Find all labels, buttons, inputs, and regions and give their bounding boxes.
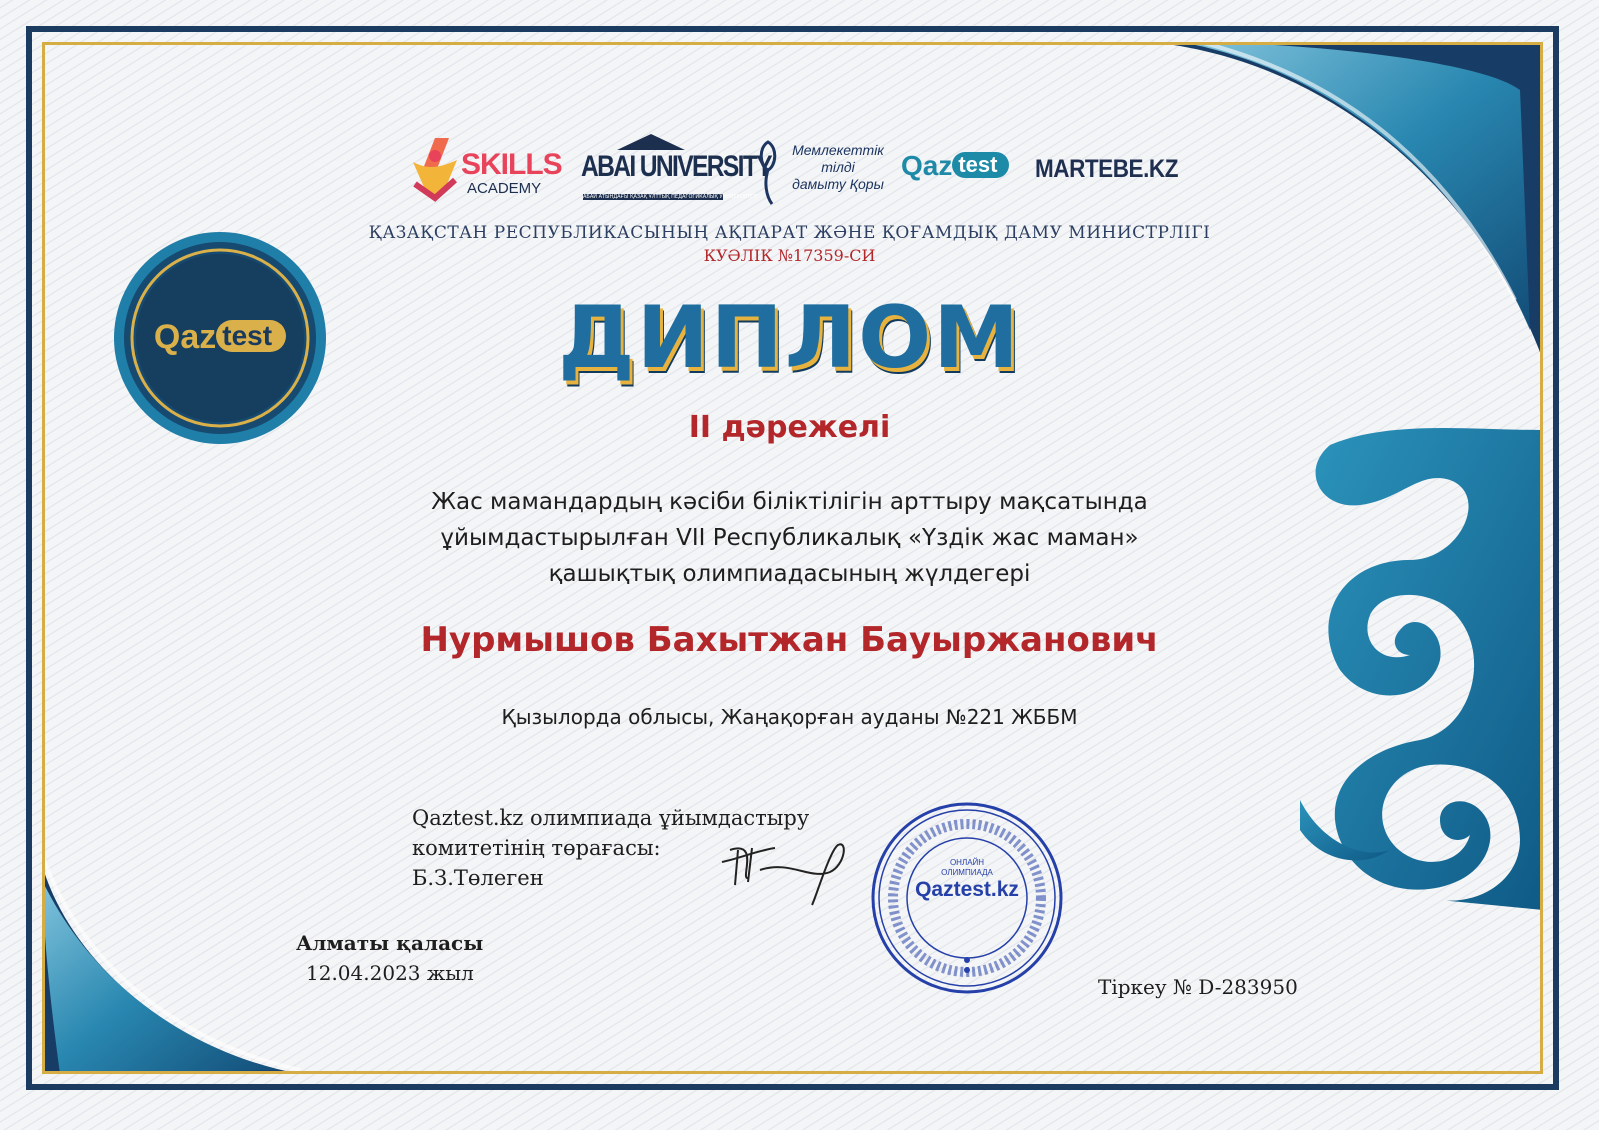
martebe-logo: MARTEBE.KZ xyxy=(1035,155,1179,183)
abai-building-icon xyxy=(577,132,725,152)
badge-text-b: test xyxy=(216,320,286,352)
abai-university-logo xyxy=(577,132,771,208)
qaztest-logo xyxy=(901,150,1021,190)
signatory-block xyxy=(412,803,809,893)
degree-label: II дәрежелі xyxy=(688,410,891,445)
recipient-school: Қызылорда облысы, Жаңақорған ауданы №221 ЖББМ xyxy=(501,705,1078,729)
stamp-big: Qaztest.kz xyxy=(915,878,1019,901)
fund-text xyxy=(788,142,888,193)
fund-line-2: тілді xyxy=(821,159,855,175)
recipient-name: Нурмышов Бахытжан Бауыржанович xyxy=(420,620,1159,660)
abai-word: ABAI UNIVERSITY xyxy=(581,150,771,183)
award-description xyxy=(330,484,1249,592)
qaztest-logo-b: test xyxy=(952,152,1009,178)
city-name: Алматы қаласы xyxy=(296,931,484,955)
diploma-title: ДИПЛОМ xyxy=(558,288,1021,388)
abai-sub: АБАЙ АТЫНДАҒЫ ҚАЗАҚ ҰЛТТЫҚ ПЕДАГОГИКАЛЫҚ УНИВЕРСИТЕТІ xyxy=(583,194,758,200)
stamp-center xyxy=(868,858,1066,902)
registration-number: Тіркеу № D-283950 xyxy=(1098,975,1298,999)
signatory-line-2: комитетінің төрағасы: xyxy=(412,836,661,860)
signatory-line-1: Qaztest.kz олимпиада ұйымдастыру xyxy=(412,806,810,830)
qaztest-logo-a: Qaz xyxy=(901,150,953,181)
ministry-line: ҚАЗАҚСТАН РЕСПУБЛИКАСЫНЫҢ АҚПАРАТ ЖӘНЕ ҚОҒАМДЫҚ ДАМУ МИНИСТРЛІГІ xyxy=(368,223,1211,243)
skills-word: SKILLS xyxy=(461,148,562,181)
stamp-small-1: ОНЛАЙН xyxy=(949,858,985,867)
fund-line-1: Мемлекеттік xyxy=(792,142,884,158)
stamp-small-2: ОЛИМПИАДА xyxy=(941,868,993,877)
signatory-name: Б.З.Төлеген xyxy=(412,866,544,890)
description-line-3: қашықтық олимпиадасының жүлдегері xyxy=(548,561,1031,587)
badge-text-a: Qaz xyxy=(153,318,217,356)
skills-sub: ACADEMY xyxy=(467,180,542,197)
qaztest-badge xyxy=(110,228,330,448)
skills-academy-icon xyxy=(405,134,465,204)
fund-line-3: дамыту Қоры xyxy=(792,176,884,192)
language-fund-logo xyxy=(750,138,890,208)
license-number: КУӘЛІК №17359-СИ xyxy=(703,246,876,265)
skills-academy-logo xyxy=(405,134,562,204)
official-stamp xyxy=(868,800,1066,996)
issue-date: 12.04.2023 жыл xyxy=(306,961,474,985)
description-line-2: ұйымдастырылған VII Республикалық «Үздік жас маман» xyxy=(440,525,1139,551)
fund-figure-icon xyxy=(750,138,786,208)
badge-text xyxy=(110,318,330,357)
sponsor-logos xyxy=(405,128,1195,218)
city-date-block xyxy=(296,928,483,988)
description-line-1: Жас мамандардың кәсіби біліктілігін арттыру мақсатында xyxy=(431,489,1148,515)
